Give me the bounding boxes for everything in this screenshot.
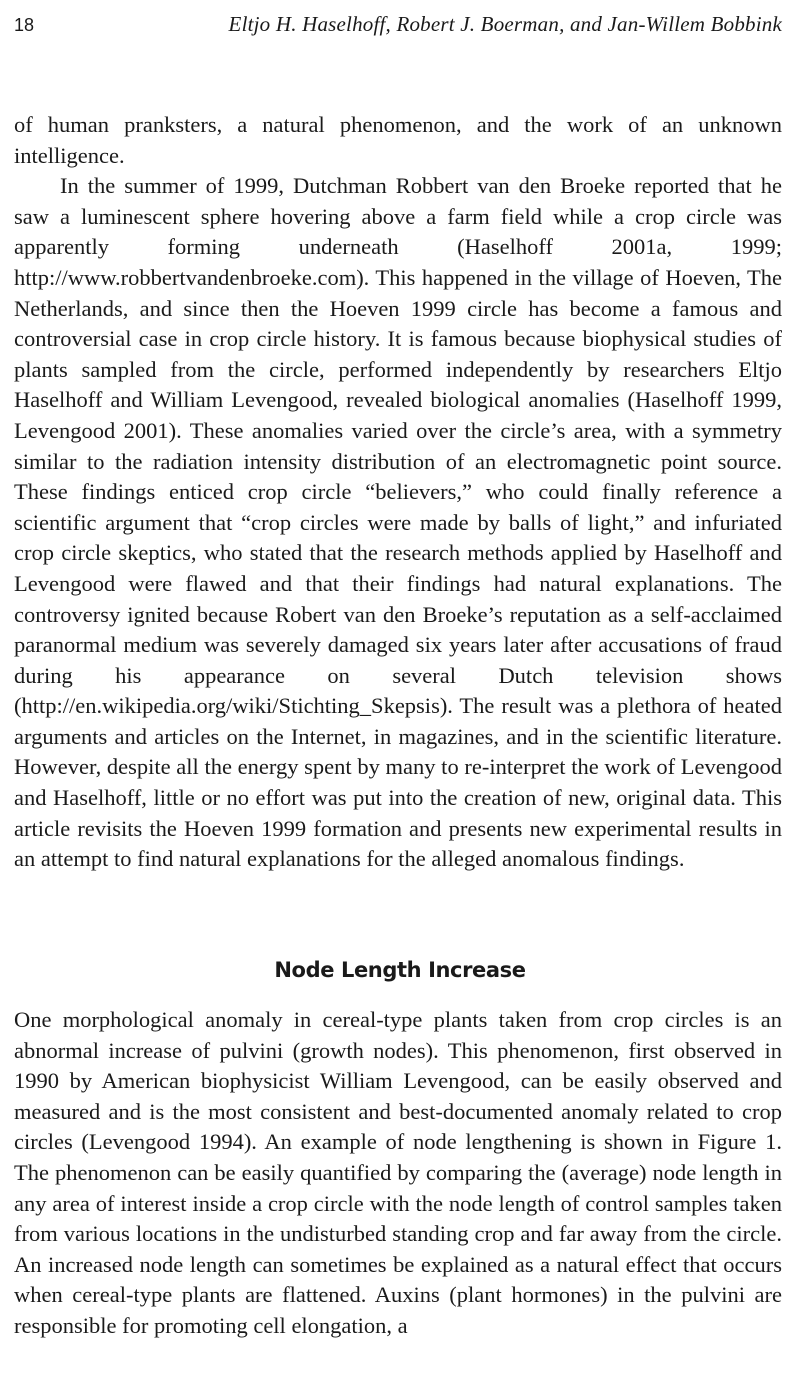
paragraph-hoeven-1999: In the summer of 1999, Dutchman Robbert van den Broeke reported that he saw a luminescent sphere hovering above a farm field while a crop circle was apparently forming underneath (Haselhoff 2001a, 1999; http://www.robbertvandenbroeke.com). This happened in the village of Hoeven, The Netherlands, and since then the Hoeven 1999 circle has become a famous and controversial case in crop circle history. It is famous because biophysical studies of plants sampled from the circle, performed independently by researchers Eltjo Haselhoff and William Levengood, revealed biological anomalies (Haselhoff 1999, Levengood 2001). These anomalies varied over the circle’s area, with a symmetry similar to the radiation intensity distribution of an electromagnetic point source. These findings enticed crop circle “believers,” who could finally reference a scientific argument that “crop circles were made by balls of light,” and infuriated crop circle skeptics, who stated that the research methods applied by Haselhoff and Levengood were flawed and that their findings had natural explanations. The controversy ignited because Robert van den Broeke’s reputation as a self-acclaimed paranormal medium was severely damaged six years later after accusations of fraud during his appearance on several Dutch television shows (http://en.wikipedia.org/wiki/Stichting_Skepsis). The result was a plethora of heated arguments and articles on the Internet, in magazines, and in the scientific literature. However, despite all the energy spent by many to re-interpret the work of Levengood and Haselhoff, little or no effort was put into the creation of new, original data. This article revisits the Hoeven 1999 formation and presents new experimental results in an attempt to find natural explanations for the alleged anomalous findings. <box>14 173 782 872</box>
page-number: 18 <box>14 15 35 35</box>
running-header <box>14 12 782 42</box>
body-text-block <box>14 110 782 875</box>
section-heading: Node Length Increase <box>274 958 526 982</box>
paragraph-node-length: One morphological anomaly in cereal-type plants taken from crop circles is an abnormal increase of pulvini (growth nodes). This phenomenon, first observed in 1990 by American biophysicist William Levengood, can be easily observed and measured and is the most consistent and best-documented anomaly related to crop circles (Levengood 1994). An example of node lengthening is shown in Figure 1. The phenomenon can be easily quantified by comparing the (average) node length in any area of interest inside a crop circle with the node length of control samples taken from various locations in the undisturbed standing crop and far away from the circle. An increased node length can sometimes be explained as a natural effect that occurs when cereal-type plants are flattened. Auxins (plant hormones) in the pulvini are responsible for promoting cell elongation, a <box>14 1007 782 1338</box>
paragraph-continuation: of human pranksters, a natural phenomenon, and the work of an unknown intelligence. <box>14 112 782 168</box>
section-body-text <box>14 1005 782 1342</box>
running-head-authors: Eltjo H. Haselhoff, Robert J. Boerman, and Jan-Willem Bobbink <box>228 12 782 36</box>
